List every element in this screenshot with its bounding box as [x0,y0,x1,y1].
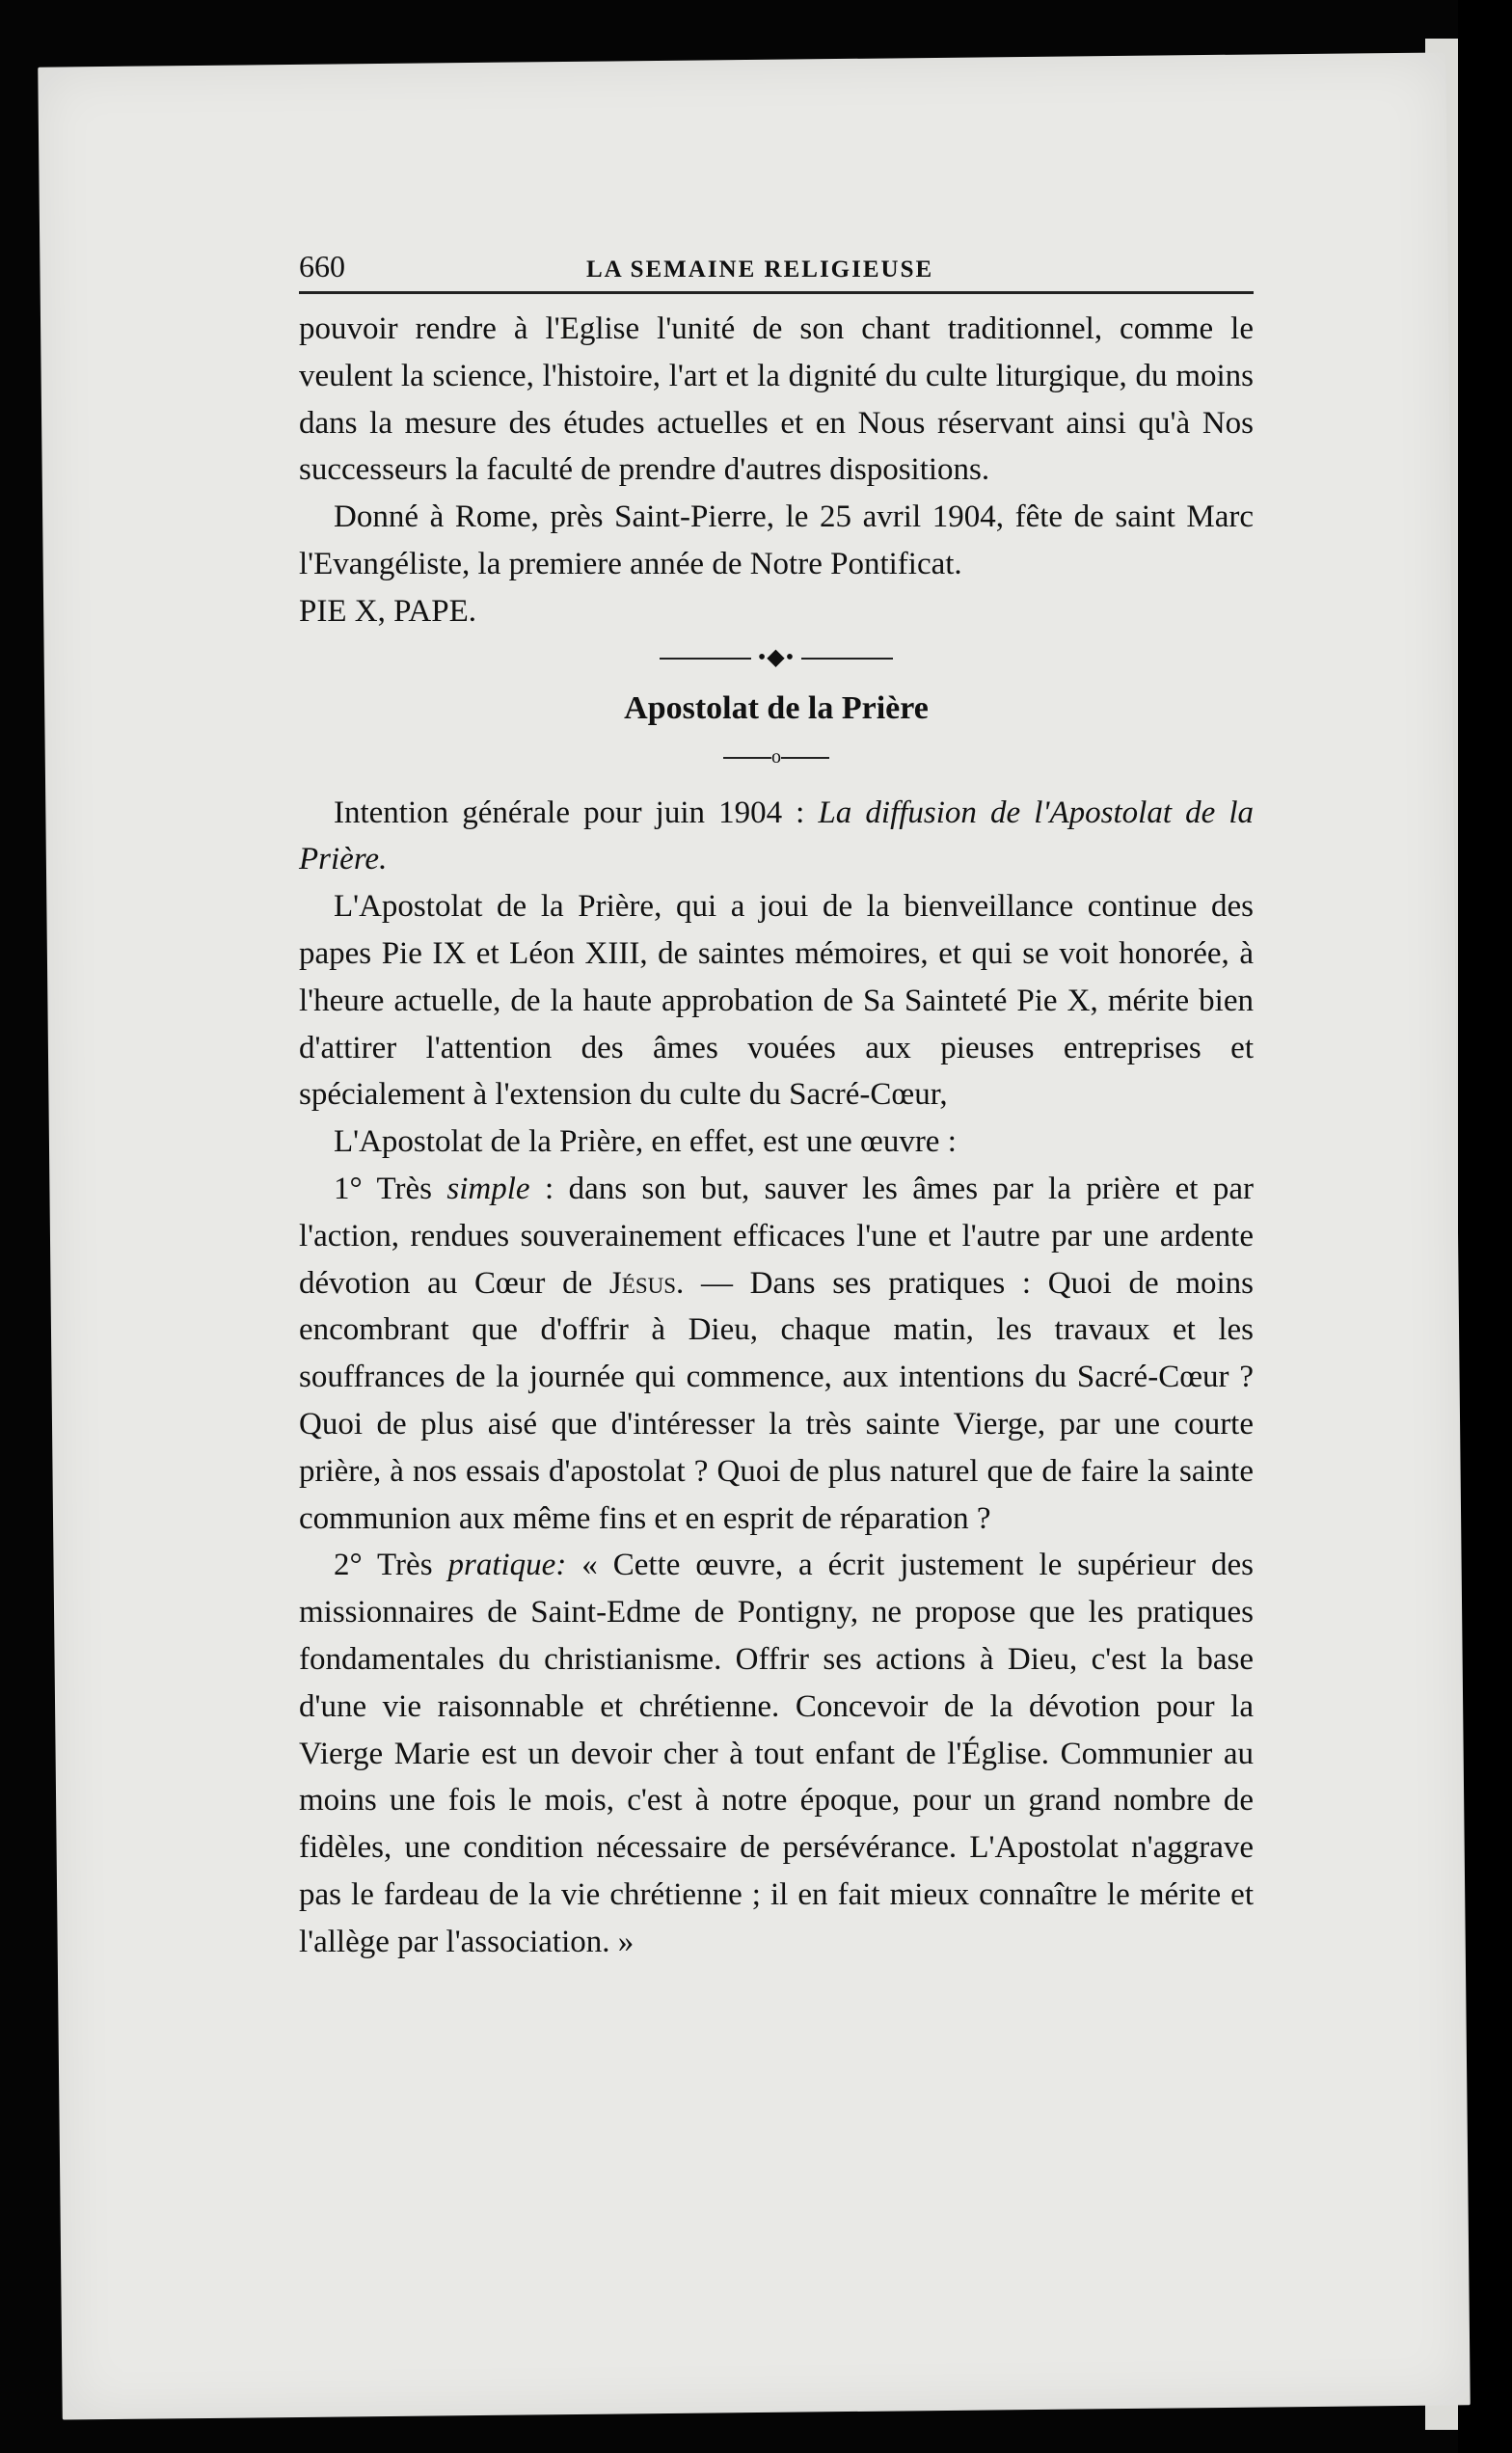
page-content [299,241,1254,1966]
intention-paragraph [299,790,1254,884]
point-1-text-b: . — Dans ses pratiques : Quoi de moins encombrant que d'offrir à Dieu, chaque matin, les travaux et les souffrances de la journée qui commence, aux intentions du Sacré-Cœur ? Quoi de plus aisé que d'intéresser la très sainte Vierge, par une courte prière, à nos essais d'apostolat ? Quoi de plus naturel que de faire la sainte communion aux même fins et en esprit de réparation ? [299,1265,1254,1536]
point-1-jesus: Jésus [608,1265,677,1301]
point-1-keyword: simple [446,1171,530,1206]
section-heading: Apostolat de la Prière [624,689,929,726]
intention-lead: Intention générale pour juin 1904 : [334,795,819,830]
brief-date-paragraph: Donné à Rome, près Saint-Pierre, le 25 avril 1904, fête de saint Marc l'Evangéliste, la premiere année de Notre Pontificat. [299,499,1254,581]
heading-divider-ornament: o [299,736,1254,778]
apostolat-paragraph-2: L'Apostolat de la Prière, en effet, est une œuvre : [334,1124,957,1160]
point-1-paragraph [299,1166,1254,1542]
point-2-text: « Cette œuvre, a écrit justement le supérieur des missionnaires de Saint-Edme de Pontigny, ne propose que les pratiques fondamentales du christianisme. Offrir ses actions à Dieu, c'est la base d'une vie raisonnable et chrétienne. Concevoir de la dévotion pour la Vierge Marie est un devoir cher à tout enfant de l'Église. Communier au moins une fois le mois, c'est à notre époque, pour un grand nombre de fidèles, une condition nécessaire de persévérance. L'Apostolat n'aggrave pas le fardeau de la vie chrétienne ; il en fait mieux connaître le mérite et l'allège par l'association. » [299,1548,1254,1959]
point-1-prefix: 1° Très [334,1171,447,1206]
intention-title: La diffusion de l'Apostolat de la Prière. [299,795,1254,877]
page-number: 660 [299,249,345,283]
journal-title: LA SEMAINE RELIGIEUSE [586,256,934,283]
point-2-prefix: 2° Très [334,1548,448,1583]
point-2-keyword: pratique: [447,1548,567,1583]
papal-signature: PIE X, PAPE. [299,593,476,629]
apostolat-paragraph-1: L'Apostolat de la Prière, qui a joui de la bienveillance continue des papes Pie IX et Léon XIII, de saintes mémoires, et qui se voit honorée, à l'heure actuelle, de la haute approbation de Sa Sainteté Pie X, mérite bien d'attirer l'attention des âmes vouées aux pieuses entreprises et spécialement à l'extension du culte du Sacré-Cœur, [299,889,1254,1113]
running-head [299,241,1254,294]
brief-paragraph-continued: pouvoir rendre à l'Eglise l'unité de son chant traditionnel, comme le veulent la science, l'histoire, l'art et la dignité du culte liturgique, du moins dans la mesure des études actuelles et en Nous réservant ainsi qu'à Nos successeurs la faculté de prendre d'autres dispositions. [299,311,1254,488]
point-1-text-a: : dans son but, sauver les âmes par la prière et par l'action, rendues souverainement efficaces l'une et l'autre par une ardente dévotion au Cœur de [299,1171,1254,1301]
section-divider-ornament: •◆• [299,643,1254,672]
point-2-paragraph [299,1542,1254,1965]
